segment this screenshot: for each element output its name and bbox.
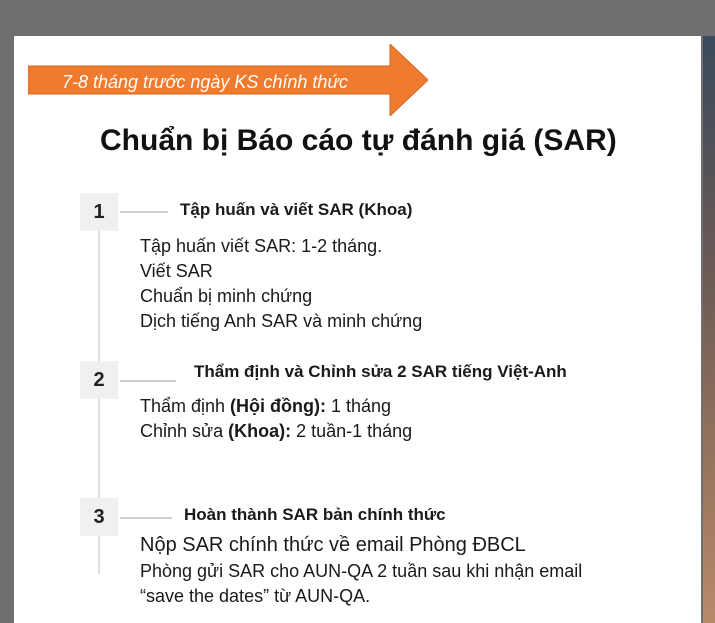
step-connector-1 xyxy=(120,211,168,213)
step1-line-1: Tập huấn viết SAR: 1-2 tháng. xyxy=(140,236,383,256)
step-connector-3 xyxy=(120,517,172,519)
step-number-2: 2 xyxy=(80,361,118,399)
step3-line-2: Phòng gửi SAR cho AUN-QA 2 tuần sau khi nhận email xyxy=(140,561,583,581)
step1-line-2: Viết SAR xyxy=(140,261,213,281)
step3-line-3: “save the dates” từ AUN-QA. xyxy=(140,586,371,606)
step3-line-1: Nộp SAR chính thức về email Phòng ĐBCL xyxy=(140,534,526,556)
step-number-1: 1 xyxy=(80,193,118,231)
background-image-edge xyxy=(703,36,715,623)
step-body-1 xyxy=(140,234,422,334)
step1-line-4: Dịch tiếng Anh SAR và minh chứng xyxy=(140,311,423,331)
step-heading-3: Hoàn thành SAR bản chính thức xyxy=(184,505,446,524)
step1-line-3: Chuẩn bị minh chứng xyxy=(140,286,313,306)
step2-line-2: Chỉnh sửa (Khoa): 2 tuần-1 tháng xyxy=(140,421,413,441)
step-heading-2: Thẩm định và Chỉnh sửa 2 SAR tiếng Việt-Anh xyxy=(194,362,567,381)
step-body-3 xyxy=(140,532,582,609)
timeframe-arrow-banner xyxy=(28,44,428,116)
page-title: Chuẩn bị Báo cáo tự đánh giá (SAR) xyxy=(100,124,617,157)
step-body-2 xyxy=(140,394,412,444)
step2-line-1: Thẩm định (Hội đồng): 1 tháng xyxy=(140,396,392,416)
step-heading-1: Tập huấn và viết SAR (Khoa) xyxy=(180,200,413,219)
step-number-3: 3 xyxy=(80,498,118,536)
step-connector-2 xyxy=(120,380,176,382)
timeframe-label: 7-8 tháng trước ngày KS chính thức xyxy=(62,72,348,92)
